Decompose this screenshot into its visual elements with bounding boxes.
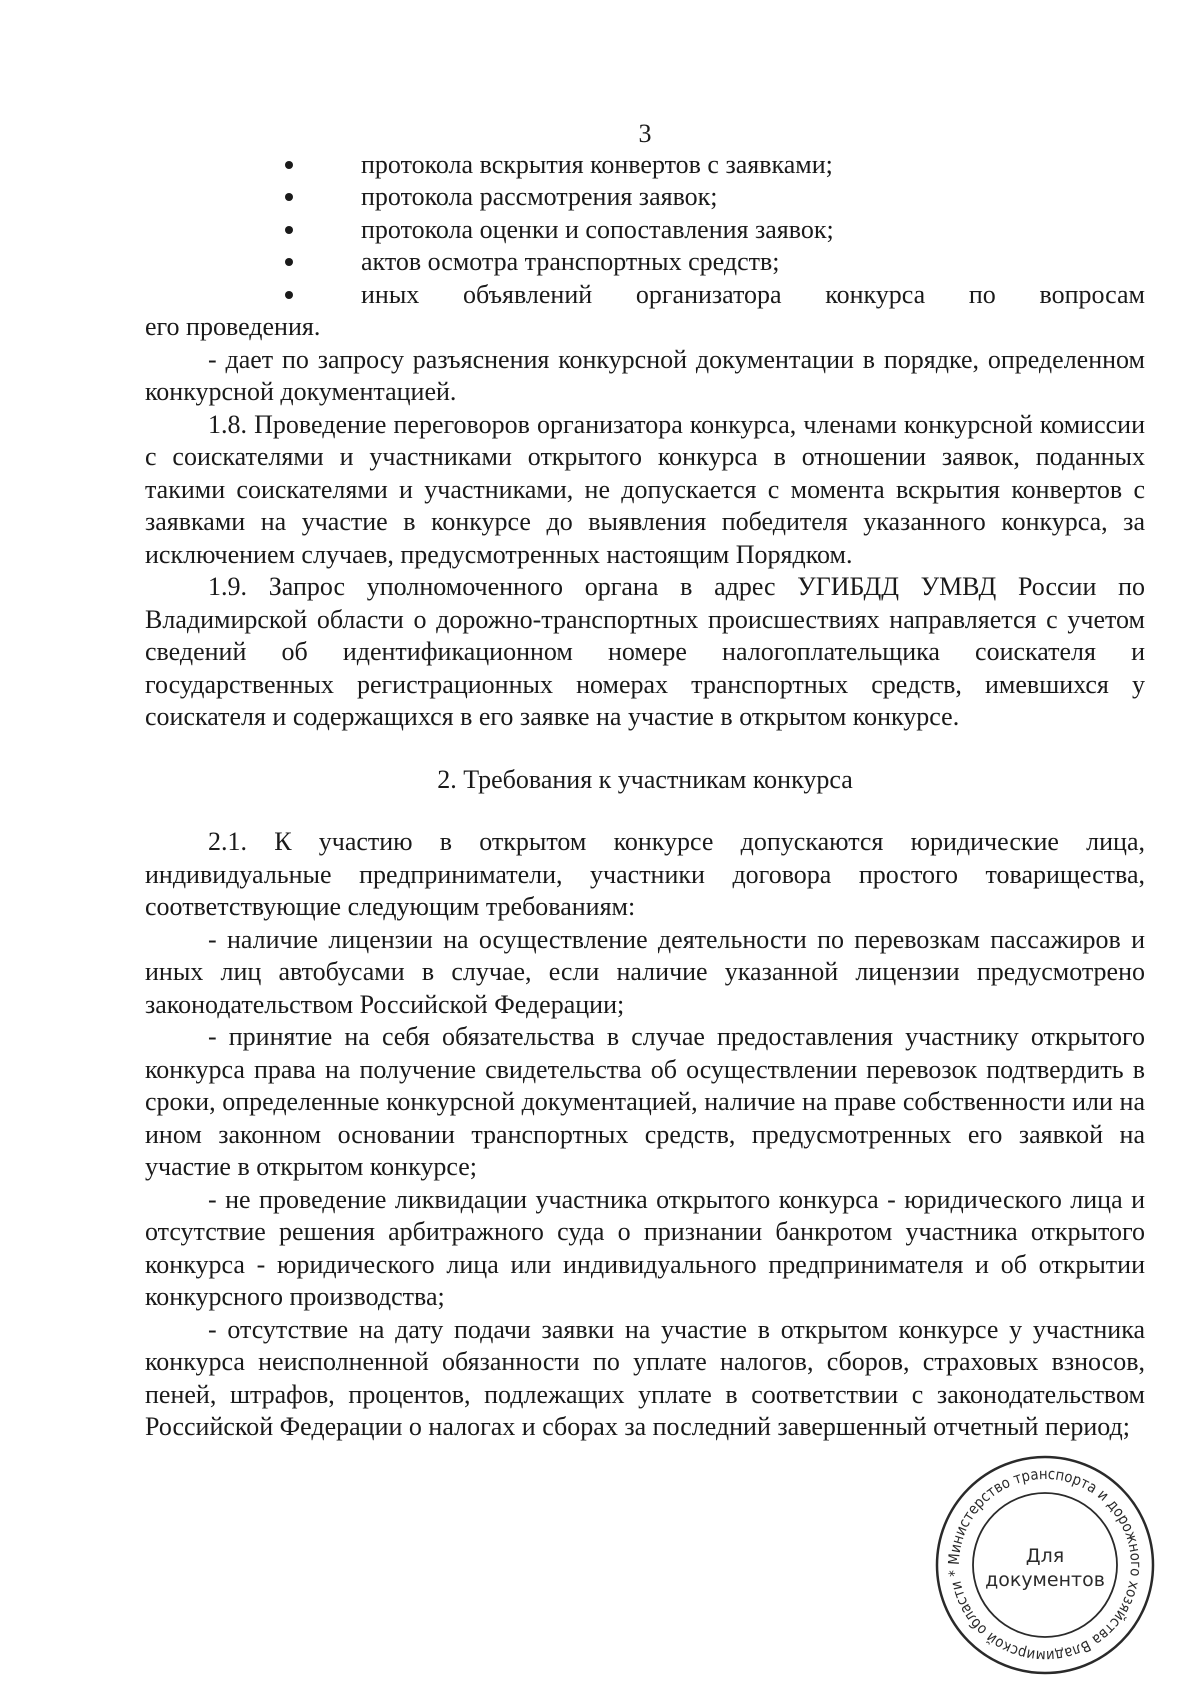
bullet-item: иных объявлений организатора конкурса по вопросам xyxy=(145,279,1145,312)
paragraph-1-9: 1.9. Запрос уполномоченного органа в адрес УГИБДД УМВД России по Владимирской области о дорожно-транспортных происшествиях направляется с учетом сведений об идентификационном номере налогоплательщика соискателя и государственных регистрационных номерах транспортных средств, имевшихся у соискателя и содержащихся в его заявке на участие в открытом конкурсе. xyxy=(145,572,1145,731)
requirement-license: - наличие лицензии на осуществление деятельности по перевозкам пассажиров и иных лиц автобусами в случае, если наличие указанной лицензии предусмотрено законодательством Российской Федерации; xyxy=(145,924,1145,1019)
bullet-icon xyxy=(285,193,293,201)
bullet-icon xyxy=(285,291,293,299)
requirement-obligation: - принятие на себя обязательства в случае предоставления участнику открытого конкурса права на получение свидетельства об осуществлении перевозок подтвердить в сроки, определенные конкурсной документацией, наличие на праве собственности или на ином законном основании транспортных средств, предусмотренных его заявкой на участие в открытом конкурсе; xyxy=(145,1022,1145,1181)
requirement-taxes: - отсутствие на дату подачи заявки на участие в открытом конкурсе у участника конкурса неисполненной обязанности по уплате налогов, сборов, страховых взносов, пеней, штрафов, процентов, подлежащих уплате в соответствии с законодательством Российской Федерации о налогах и сборах за последний завершенный отчетный период; xyxy=(145,1314,1145,1441)
paragraph-2-1: 2.1. К участию в открытом конкурсе допускаются юридические лица, индивидуальные предприниматели, участники договора простого товарищества, соответствующие следующим требованиям: xyxy=(145,827,1145,921)
stamp-seal-icon xyxy=(930,1450,1160,1680)
bullet-continuation: его проведения. xyxy=(145,312,321,341)
bullet-item: протокола вскрытия конвертов с заявками; xyxy=(145,149,1145,182)
bullet-list xyxy=(145,149,1145,312)
stamp-center-line1: Для xyxy=(1025,1545,1065,1567)
bullet-item: протокола оценки и сопоставления заявок; xyxy=(145,214,1145,247)
stamp-center-line2: документов xyxy=(985,1569,1105,1591)
stamp-ring-text: Министерство транспорта и дорожного хозяйства Владимирской области * xyxy=(944,1464,1146,1666)
document-page xyxy=(145,118,1145,1444)
bullet-item: протокола рассмотрения заявок; xyxy=(145,181,1145,214)
bullet-item: актов осмотра транспортных средств; xyxy=(145,246,1145,279)
bullet-icon xyxy=(285,226,293,234)
bullet-icon xyxy=(285,161,293,169)
paragraph-clarification: - дает по запросу разъяснения конкурсной документации в порядке, определенном конкурсной документацией. xyxy=(145,344,1145,406)
section-heading: 2. Требования к участникам конкурса xyxy=(437,764,853,794)
official-stamp xyxy=(930,1450,1160,1680)
page-number: 3 xyxy=(638,119,652,148)
requirement-liquidation: - не проведение ликвидации участника открытого конкурса - юридического лица и отсутствие решения арбитражного суда о признании банкротом участника открытого конкурса - юридического лица или индивидуального предпринимателя и об открытии конкурсного производства; xyxy=(145,1184,1145,1311)
paragraph-1-8: 1.8. Проведение переговоров организатора конкурса, членами конкурсной комиссии с соискателями и участниками открытого конкурса в отношении заявок, поданных такими соискателями и участниками, не допускается с момента вскрытия конвертов с заявками на участие в конкурсе до выявления победителя указанного конкурса, за исключением случаев, предусмотренных настоящим Порядком. xyxy=(145,409,1145,569)
bullet-icon xyxy=(285,258,293,266)
